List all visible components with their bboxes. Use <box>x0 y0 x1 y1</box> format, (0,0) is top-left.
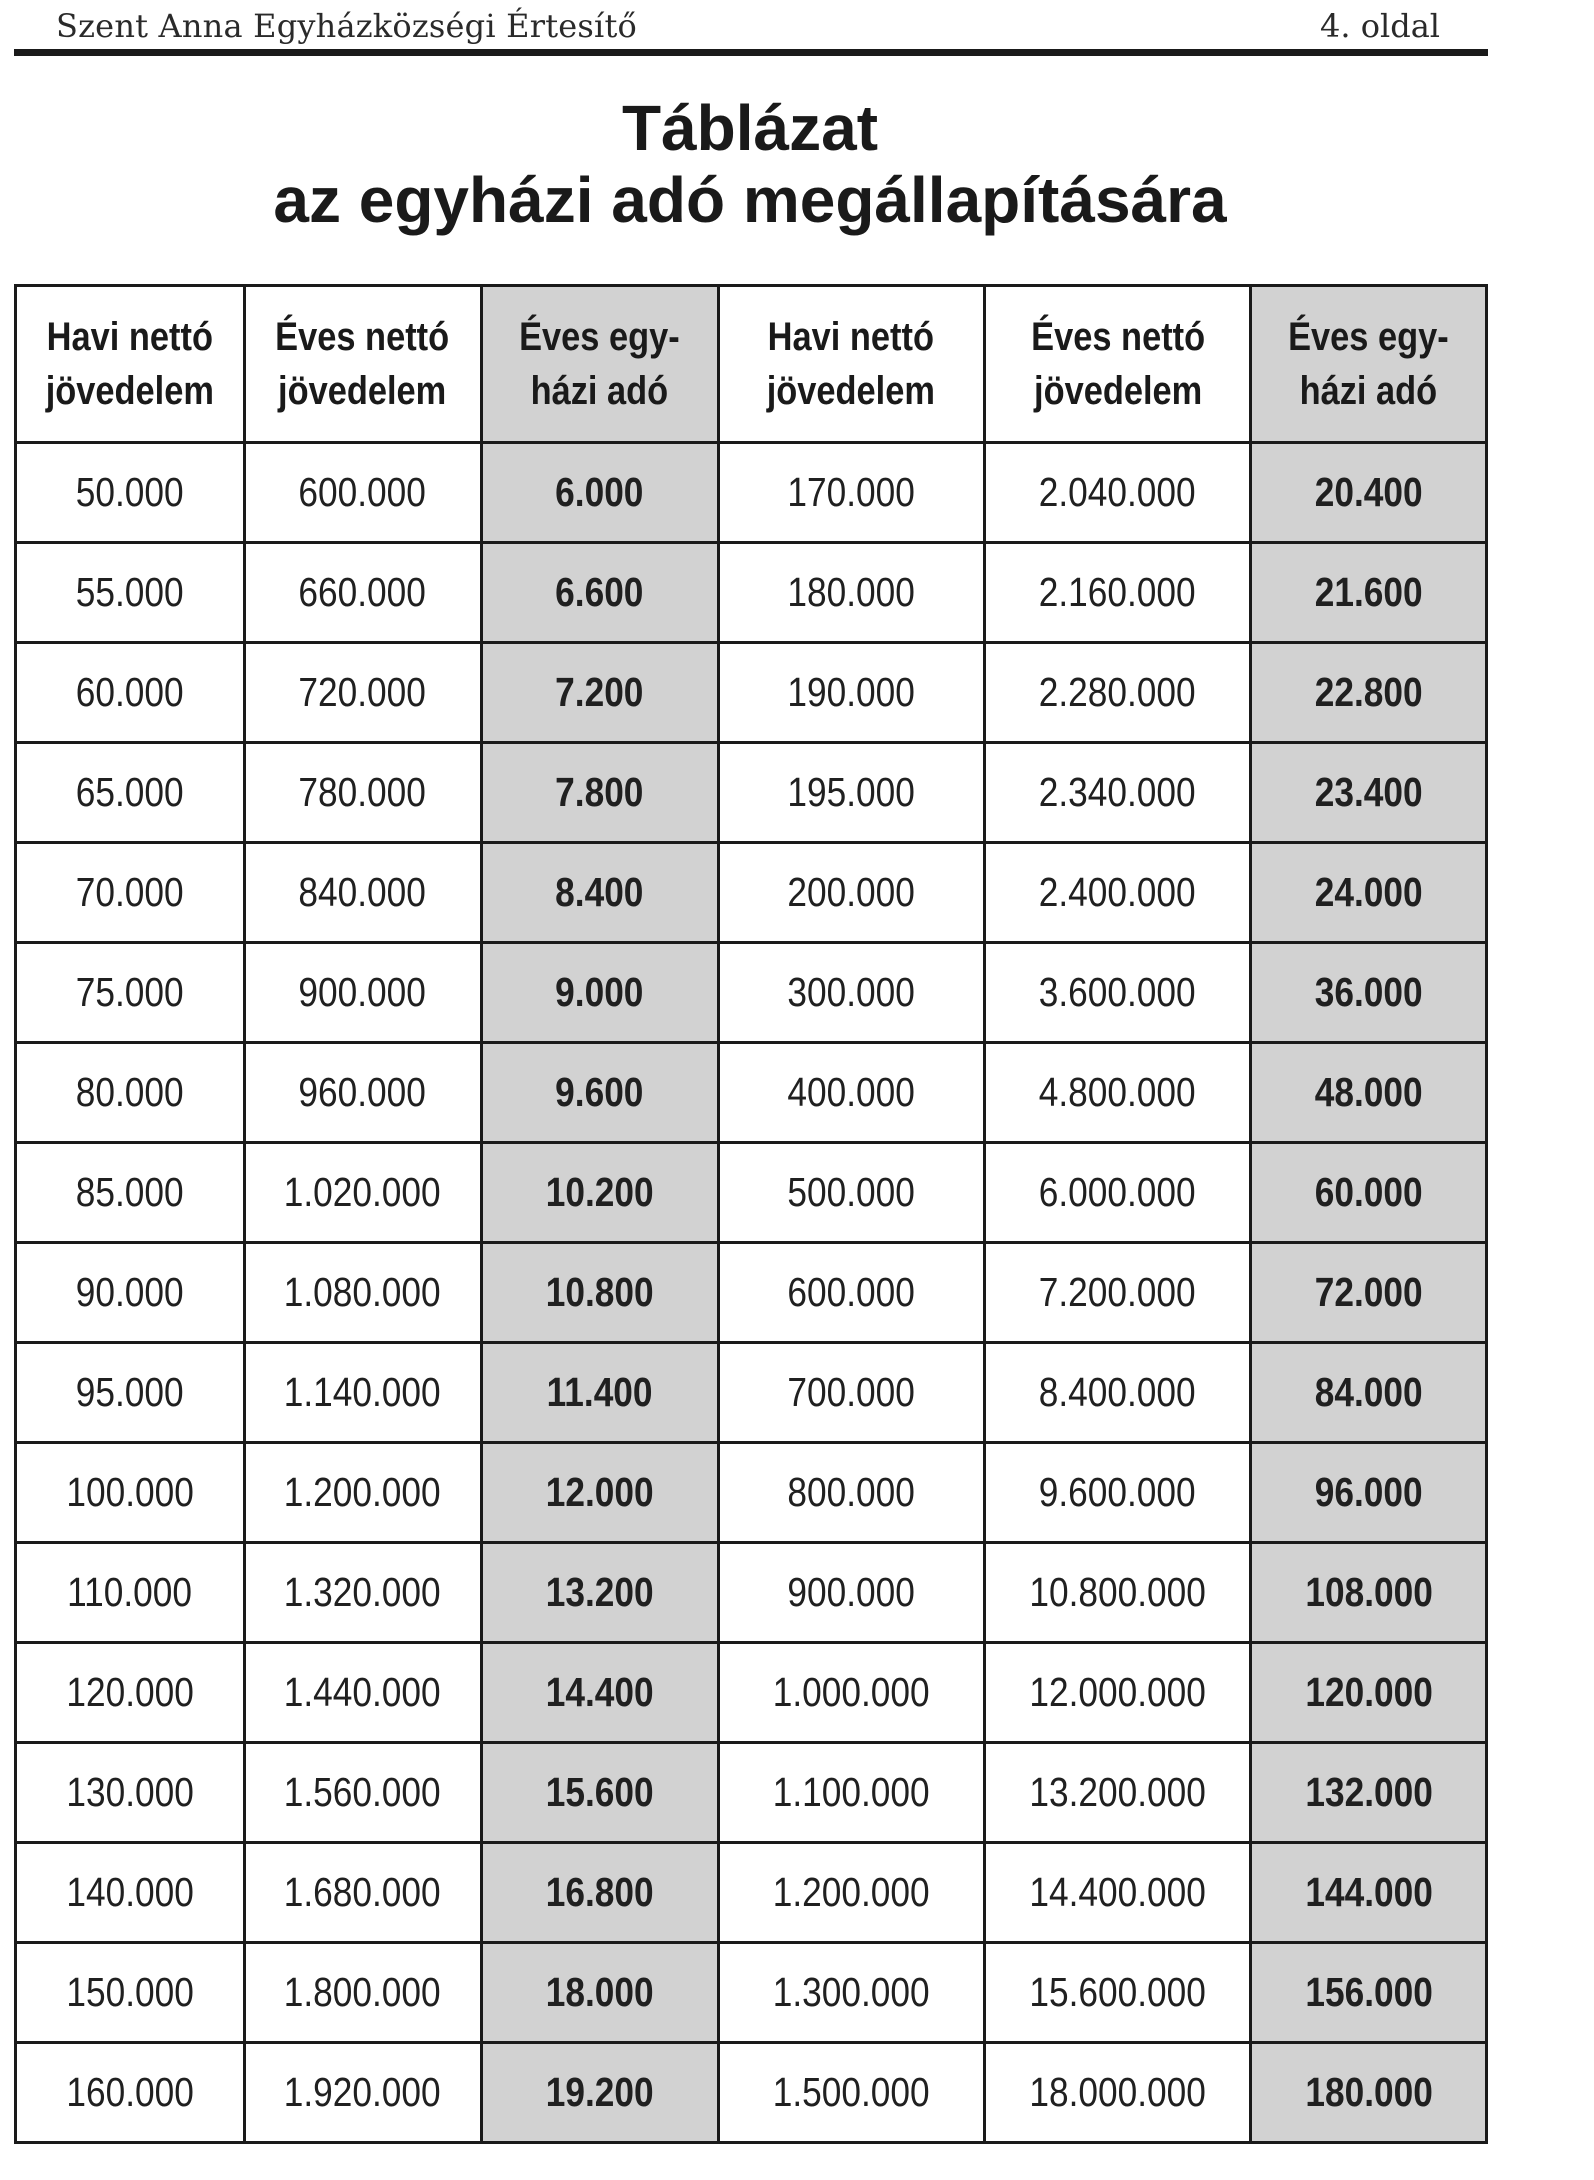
cell-monthly-net-2: 170.000 <box>718 443 984 543</box>
cell-monthly-net-1: 85.000 <box>16 1143 245 1243</box>
cell-annual-tax-1: 15.600 <box>481 1743 718 1843</box>
cell-annual-tax-2: 72.000 <box>1251 1243 1487 1343</box>
title-line-2: az egyházi adó megállapítására <box>273 164 1227 236</box>
cell-annual-net-1: 1.140.000 <box>244 1343 481 1443</box>
cell-monthly-net-2: 800.000 <box>718 1443 984 1543</box>
cell-monthly-net-1: 100.000 <box>16 1443 245 1543</box>
cell-monthly-net-1: 55.000 <box>16 543 245 643</box>
cell-annual-tax-1: 9.600 <box>481 1043 718 1143</box>
cell-annual-tax-2: 132.000 <box>1251 1743 1487 1843</box>
cell-monthly-net-1: 120.000 <box>16 1643 245 1743</box>
cell-monthly-net-2: 200.000 <box>718 843 984 943</box>
table-row <box>16 1243 1487 1343</box>
cell-annual-tax-2: 36.000 <box>1251 943 1487 1043</box>
cell-annual-tax-2: 20.400 <box>1251 443 1487 543</box>
table-row <box>16 743 1487 843</box>
cell-annual-tax-1: 12.000 <box>481 1443 718 1543</box>
cell-annual-tax-2: 22.800 <box>1251 643 1487 743</box>
cell-annual-net-1: 960.000 <box>244 1043 481 1143</box>
cell-annual-tax-1: 7.200 <box>481 643 718 743</box>
cell-annual-net-2: 7.200.000 <box>984 1243 1250 1343</box>
cell-annual-tax-1: 6.000 <box>481 443 718 543</box>
table-row <box>16 1443 1487 1543</box>
cell-monthly-net-1: 60.000 <box>16 643 245 743</box>
cell-annual-net-1: 1.560.000 <box>244 1743 481 1843</box>
cell-monthly-net-2: 700.000 <box>718 1343 984 1443</box>
cell-annual-net-2: 2.040.000 <box>984 443 1250 543</box>
cell-annual-net-2: 18.000.000 <box>984 2043 1250 2143</box>
col-header-annual-net-1: Éves nettó jövedelem <box>244 286 481 443</box>
cell-annual-net-1: 1.320.000 <box>244 1543 481 1643</box>
table-row <box>16 2043 1487 2143</box>
cell-annual-tax-2: 120.000 <box>1251 1643 1487 1743</box>
cell-annual-net-2: 15.600.000 <box>984 1943 1250 2043</box>
cell-annual-net-1: 1.020.000 <box>244 1143 481 1243</box>
cell-monthly-net-1: 110.000 <box>16 1543 245 1643</box>
cell-monthly-net-2: 400.000 <box>718 1043 984 1143</box>
cell-monthly-net-2: 600.000 <box>718 1243 984 1343</box>
cell-annual-tax-1: 9.000 <box>481 943 718 1043</box>
running-head <box>56 4 1440 48</box>
tax-table <box>14 284 1488 2144</box>
cell-annual-net-1: 660.000 <box>244 543 481 643</box>
table-row <box>16 1043 1487 1143</box>
table-row <box>16 1343 1487 1443</box>
cell-annual-tax-1: 10.200 <box>481 1143 718 1243</box>
table-row <box>16 1543 1487 1643</box>
cell-annual-tax-2: 144.000 <box>1251 1843 1487 1943</box>
page-title <box>0 92 1500 236</box>
col-header-annual-tax-1: Éves egy- házi adó <box>481 286 718 443</box>
cell-annual-net-2: 4.800.000 <box>984 1043 1250 1143</box>
col-header-monthly-net-1: Havi nettó jövedelem <box>16 286 245 443</box>
cell-annual-net-2: 13.200.000 <box>984 1743 1250 1843</box>
cell-annual-tax-2: 23.400 <box>1251 743 1487 843</box>
cell-annual-tax-2: 60.000 <box>1251 1143 1487 1243</box>
cell-annual-net-2: 10.800.000 <box>984 1543 1250 1643</box>
cell-annual-tax-2: 24.000 <box>1251 843 1487 943</box>
cell-annual-tax-2: 21.600 <box>1251 543 1487 643</box>
cell-monthly-net-2: 1.500.000 <box>718 2043 984 2143</box>
cell-monthly-net-1: 160.000 <box>16 2043 245 2143</box>
table-row <box>16 1943 1487 2043</box>
cell-monthly-net-1: 90.000 <box>16 1243 245 1343</box>
cell-annual-net-1: 1.080.000 <box>244 1243 481 1343</box>
cell-annual-tax-1: 11.400 <box>481 1343 718 1443</box>
cell-annual-tax-1: 13.200 <box>481 1543 718 1643</box>
table-body <box>16 443 1487 2143</box>
cell-annual-tax-2: 96.000 <box>1251 1443 1487 1543</box>
cell-annual-net-1: 780.000 <box>244 743 481 843</box>
cell-monthly-net-1: 130.000 <box>16 1743 245 1843</box>
cell-annual-net-1: 600.000 <box>244 443 481 543</box>
header-rule <box>14 49 1488 56</box>
cell-monthly-net-2: 500.000 <box>718 1143 984 1243</box>
cell-monthly-net-1: 95.000 <box>16 1343 245 1443</box>
cell-annual-net-2: 2.280.000 <box>984 643 1250 743</box>
cell-annual-tax-1: 14.400 <box>481 1643 718 1743</box>
table-row <box>16 943 1487 1043</box>
cell-annual-net-2: 12.000.000 <box>984 1643 1250 1743</box>
cell-monthly-net-1: 70.000 <box>16 843 245 943</box>
table-row <box>16 1643 1487 1743</box>
cell-annual-tax-1: 6.600 <box>481 543 718 643</box>
table-row <box>16 643 1487 743</box>
cell-annual-tax-2: 48.000 <box>1251 1043 1487 1143</box>
cell-monthly-net-2: 1.000.000 <box>718 1643 984 1743</box>
table-header <box>16 286 1487 443</box>
table-row <box>16 1143 1487 1243</box>
cell-monthly-net-1: 75.000 <box>16 943 245 1043</box>
col-header-monthly-net-2: Havi nettó jövedelem <box>718 286 984 443</box>
cell-annual-tax-2: 180.000 <box>1251 2043 1487 2143</box>
cell-annual-net-2: 14.400.000 <box>984 1843 1250 1943</box>
cell-annual-tax-1: 19.200 <box>481 2043 718 2143</box>
cell-annual-net-2: 2.340.000 <box>984 743 1250 843</box>
journal-name: Szent Anna Egyházközségi Értesítő <box>56 7 638 45</box>
cell-monthly-net-2: 900.000 <box>718 1543 984 1643</box>
header-row <box>16 286 1487 443</box>
cell-monthly-net-2: 180.000 <box>718 543 984 643</box>
table-row <box>16 543 1487 643</box>
cell-annual-net-1: 1.680.000 <box>244 1843 481 1943</box>
page-number: 4. oldal <box>1320 7 1440 45</box>
cell-annual-tax-2: 84.000 <box>1251 1343 1487 1443</box>
cell-annual-net-2: 2.400.000 <box>984 843 1250 943</box>
cell-annual-net-1: 900.000 <box>244 943 481 1043</box>
table-row <box>16 1843 1487 1943</box>
cell-annual-tax-1: 10.800 <box>481 1243 718 1343</box>
col-header-annual-tax-2: Éves egy- házi adó <box>1251 286 1487 443</box>
cell-monthly-net-1: 65.000 <box>16 743 245 843</box>
cell-annual-net-1: 840.000 <box>244 843 481 943</box>
cell-monthly-net-2: 1.100.000 <box>718 1743 984 1843</box>
cell-annual-net-2: 2.160.000 <box>984 543 1250 643</box>
cell-annual-tax-1: 8.400 <box>481 843 718 943</box>
cell-monthly-net-1: 80.000 <box>16 1043 245 1143</box>
cell-annual-net-2: 9.600.000 <box>984 1443 1250 1543</box>
cell-monthly-net-2: 195.000 <box>718 743 984 843</box>
cell-annual-net-1: 1.440.000 <box>244 1643 481 1743</box>
table-row <box>16 1743 1487 1843</box>
cell-monthly-net-2: 1.200.000 <box>718 1843 984 1943</box>
title-line-1: Táblázat <box>621 92 879 164</box>
cell-monthly-net-1: 50.000 <box>16 443 245 543</box>
cell-annual-tax-1: 16.800 <box>481 1843 718 1943</box>
cell-annual-net-1: 1.200.000 <box>244 1443 481 1543</box>
cell-annual-tax-1: 7.800 <box>481 743 718 843</box>
cell-monthly-net-2: 300.000 <box>718 943 984 1043</box>
col-header-annual-net-2: Éves nettó jövedelem <box>984 286 1250 443</box>
cell-monthly-net-1: 150.000 <box>16 1943 245 2043</box>
cell-annual-net-2: 8.400.000 <box>984 1343 1250 1443</box>
table-row <box>16 843 1487 943</box>
cell-annual-tax-2: 156.000 <box>1251 1943 1487 2043</box>
table-row <box>16 443 1487 543</box>
cell-annual-net-1: 1.800.000 <box>244 1943 481 2043</box>
cell-monthly-net-2: 190.000 <box>718 643 984 743</box>
cell-annual-tax-1: 18.000 <box>481 1943 718 2043</box>
cell-monthly-net-1: 140.000 <box>16 1843 245 1943</box>
cell-annual-net-1: 720.000 <box>244 643 481 743</box>
cell-annual-tax-2: 108.000 <box>1251 1543 1487 1643</box>
cell-monthly-net-2: 1.300.000 <box>718 1943 984 2043</box>
cell-annual-net-2: 6.000.000 <box>984 1143 1250 1243</box>
cell-annual-net-1: 1.920.000 <box>244 2043 481 2143</box>
cell-annual-net-2: 3.600.000 <box>984 943 1250 1043</box>
